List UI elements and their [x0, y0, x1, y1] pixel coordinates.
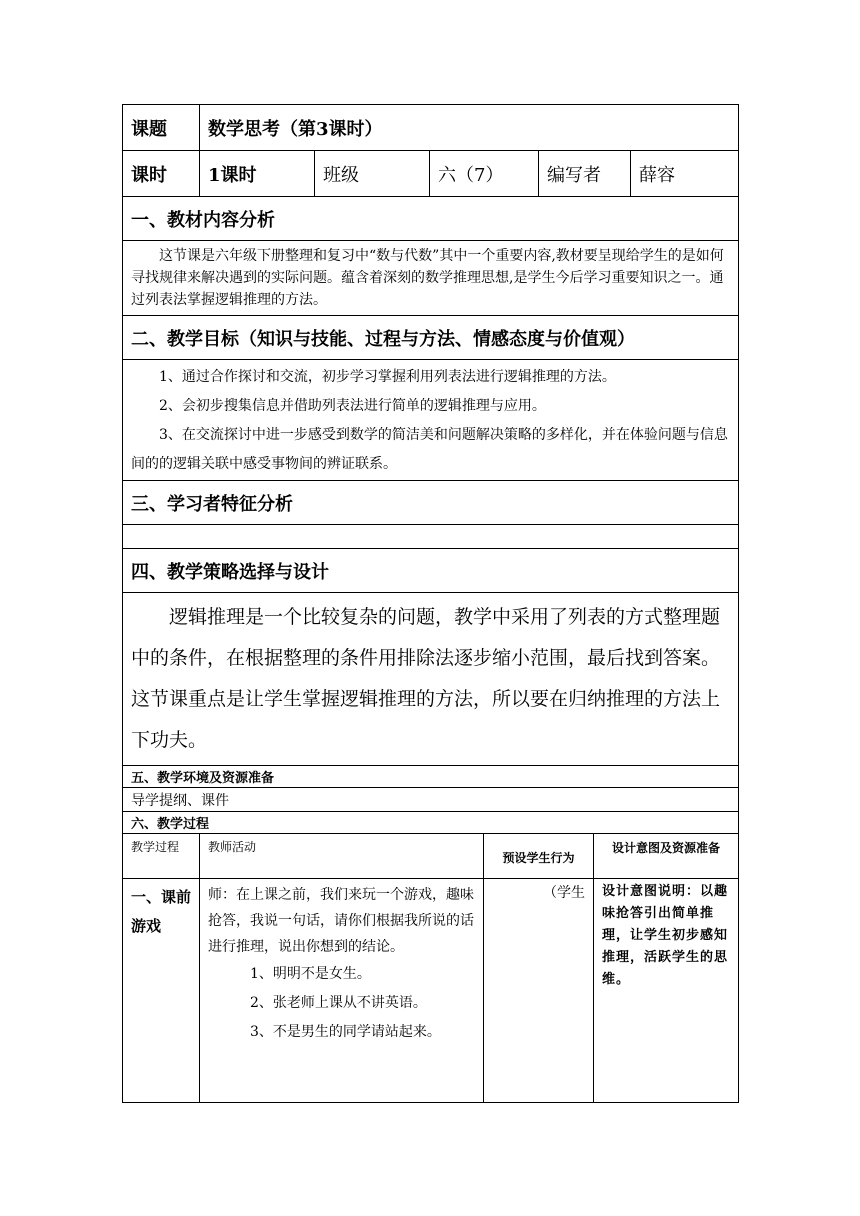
section2-title-row	[123, 316, 739, 360]
section6-title-row	[123, 812, 739, 834]
section3-body-row	[123, 525, 739, 549]
topic-row	[123, 105, 739, 151]
goal-item: 1、通过合作探讨和交流，初步学习掌握利用列表法进行逻辑推理的方法。	[159, 369, 616, 385]
section4-body-row	[123, 593, 739, 766]
section2-body	[123, 360, 739, 481]
period-label: 课时	[123, 151, 200, 197]
author-label: 编写者	[539, 151, 631, 197]
section2-title: 二、教学目标（知识与技能、过程与方法、情感态度与价值观）	[123, 316, 739, 360]
goal-item: 2、会初步搜集信息并借助列表法进行简单的逻辑推理与应用。	[159, 398, 546, 414]
section4-text: 逻辑推理是一个比较复杂的问题，教学中采用了列表的方式整理题中的条件，在根据整理的条件用排除法逐步缩小范围，最后找到答案。这节课重点是让学生掌握逻辑推理的方法，所以要在归纳推理的方法上下功夫。	[123, 593, 739, 766]
design-intent: 设计意图说明：以趣味抢答引出简单推理，让学生初步感知推理，活跃学生的思维。	[594, 878, 739, 1102]
lesson-plan	[122, 104, 738, 1103]
section5-body-row	[123, 788, 739, 812]
teacher-item: 1、明明不是女生。	[250, 965, 371, 982]
section4-title-row	[123, 549, 739, 593]
section2-body-row	[123, 360, 739, 481]
section1-body-row	[123, 241, 739, 316]
student-behavior: （学生	[484, 878, 594, 1102]
lesson-plan-table	[122, 104, 739, 834]
teacher-item: 2、张老师上课从不讲英语。	[250, 994, 427, 1011]
section4-title: 四、教学策略选择与设计	[123, 549, 739, 593]
teacher-item: 3、不是男生的同学请站起来。	[250, 1023, 441, 1040]
section3-body	[123, 525, 739, 549]
section5-title: 五、教学环境及资源准备	[123, 766, 739, 788]
col-header-step: 教学过程	[123, 834, 200, 878]
section3-title: 三、学习者特征分析	[123, 481, 739, 525]
section1-title: 一、教材内容分析	[123, 197, 739, 241]
topic-label: 课题	[123, 105, 200, 151]
col-header-teacher: 教师活动	[200, 834, 484, 878]
process-table	[122, 834, 739, 1103]
goal-item: 3、在交流探讨中进一步感受到数学的简洁美和问题解决策略的多样化，并在体验问题与信息间的的逻辑关联中感受事物间的辨证联系。	[131, 427, 728, 472]
section1-text: 这节课是六年级下册整理和复习中“数与代数”其中一个重要内容,教材要呈现给学生的是如何寻找规律来解决遇到的实际问题。蕴含着深刻的数学推理思想,是学生今后学习重要知识之一。通过列表法掌握逻辑推理的方法。	[123, 241, 739, 316]
process-row	[123, 878, 739, 1102]
teacher-activity	[200, 878, 484, 1102]
section1-title-row	[123, 197, 739, 241]
section3-title-row	[123, 481, 739, 525]
topic-value: 数学思考（第3课时）	[200, 105, 739, 151]
period-value: 1课时	[200, 151, 315, 197]
process-step: 一、课前游戏	[123, 878, 200, 1102]
section6-title: 六、教学过程	[123, 812, 739, 834]
class-value: 六（7）	[430, 151, 539, 197]
teacher-intro: 师：在上课之前，我们来玩一个游戏，趣味抢答，我说一句话，请你们根据我所说的话进行推理，说出你想到的结论。	[208, 886, 474, 955]
section5-text: 导学提纲、课件	[123, 788, 739, 812]
section5-title-row	[123, 766, 739, 788]
author-value: 薛容	[631, 151, 739, 197]
col-header-student: 预设学生行为	[484, 834, 594, 878]
col-header-design: 设计意图及资源准备	[594, 834, 739, 878]
period-row	[123, 151, 739, 197]
class-label: 班级	[315, 151, 430, 197]
process-header-row	[123, 834, 739, 878]
